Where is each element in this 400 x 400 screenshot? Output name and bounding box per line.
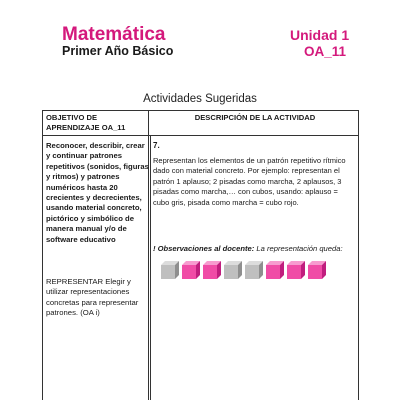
cube-front-face xyxy=(224,265,238,279)
cube-side-face xyxy=(259,261,263,279)
cube-side-face xyxy=(280,261,284,279)
cube-front-face xyxy=(182,265,196,279)
pink-cube-icon xyxy=(308,261,326,279)
cube-front-face xyxy=(161,265,175,279)
pink-cube-icon xyxy=(266,261,284,279)
subject-title: Matemática xyxy=(62,24,166,45)
objective-text: Reconocer, describir, crear y continuar patrones repetitivos (sonidos, figuras y ritmos) y patrones numéricos hasta 20 crecientes y decrecientes, usando material concreto, pictórico y simbólico de manera manual y/o de software educativo xyxy=(46,141,149,244)
gray-cube-icon xyxy=(161,261,179,279)
gray-cube-icon xyxy=(245,261,263,279)
cube-front-face xyxy=(203,265,217,279)
grade-subtitle: Primer Año Básico xyxy=(62,44,174,58)
cube-side-face xyxy=(238,261,242,279)
activity-table xyxy=(42,110,359,400)
pink-cube-icon xyxy=(182,261,200,279)
cube-side-face xyxy=(217,261,221,279)
column-divider-inner xyxy=(150,135,151,400)
objective-column-header: OBJETIVO DE APRENDIZAJE OA_11 xyxy=(46,113,126,132)
cube-side-face xyxy=(322,261,326,279)
represent-text: REPRESENTAR Elegir y utilizar representaciones concretas para representar patrones. (OA i) xyxy=(46,277,139,318)
table-top-border xyxy=(42,110,359,111)
cube-front-face xyxy=(245,265,259,279)
activity-description: Representan los elementos de un patrón repetitivo rítmico dado con material concreto. Por ejemplo: representan el patrón 1 aplauso; 2 pisadas como marcha, 2 aplausos, 3 pisadas como marcha,… con cubos, usando: aplauso = cubo gris, pisada como marcha = cubo rojo. xyxy=(153,156,346,207)
table-right-border xyxy=(358,110,359,400)
cube-side-face xyxy=(196,261,200,279)
cube-side-face xyxy=(301,261,305,279)
pink-cube-icon xyxy=(287,261,305,279)
pink-cube-icon xyxy=(203,261,221,279)
cube-pattern xyxy=(161,261,326,279)
cube-front-face xyxy=(308,265,322,279)
cube-front-face xyxy=(287,265,301,279)
cube-front-face xyxy=(266,265,280,279)
unit-label: Unidad 1 xyxy=(290,27,350,43)
gray-cube-icon xyxy=(224,261,242,279)
description-column-header: DESCRIPCIÓN DE LA ACTIVIDAD xyxy=(194,113,316,122)
table-left-border xyxy=(42,110,43,400)
cube-side-face xyxy=(175,261,179,279)
teacher-observations xyxy=(153,244,358,253)
observations-label: ! Observaciones al docente: xyxy=(153,244,255,253)
observations-text: La representación queda: xyxy=(256,244,343,253)
section-title: Actividades Sugeridas xyxy=(143,93,257,105)
activity-number: 7. xyxy=(153,141,160,150)
header-bottom-border xyxy=(42,135,359,136)
oa-label: OA_11 xyxy=(304,44,347,59)
